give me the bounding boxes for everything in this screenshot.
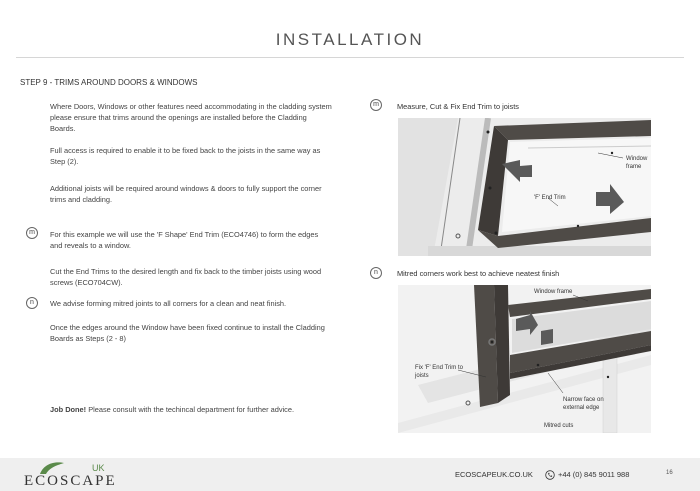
phone-icon	[545, 470, 555, 480]
figure-n-mitre-label: Mitred cuts	[544, 423, 574, 429]
intro-paragraph: Where Doors, Windows or other features need accommodating in the cladding system please ensure that trims around the openings are installed before the Cladding Boards.	[50, 102, 332, 133]
job-done-bold: Job Done!	[50, 405, 87, 414]
figure-m-illustration	[398, 118, 651, 256]
figure-n-illustration	[398, 285, 651, 433]
website-link[interactable]: ECOSCAPEUK.CO.UK	[455, 470, 533, 479]
access-paragraph: Full access is required to enable it to be fixed back to the joists in the same way as Step (2).	[50, 146, 321, 166]
marker-n: n	[26, 297, 38, 309]
mitred-corner-diagram	[398, 285, 651, 433]
figure-n-trim-label: Fix 'F' End Trim to joists	[415, 365, 463, 379]
page-number: 16	[666, 470, 673, 476]
cut-paragraph: Cut the End Trims to the desired length and fix back to the timber joists using wood screws (ECO704CW).	[50, 267, 322, 287]
example-paragraph: For this example we will use the 'F Shape' End Trim (ECO4746) to form the edges and reveals to a window.	[50, 230, 319, 250]
page-title: INSTALLATION	[275, 30, 425, 49]
window-trim-diagram	[398, 118, 651, 256]
joists-paragraph: Additional joists will be required around windows & doors to fully support the corner trims and cladding.	[50, 184, 322, 204]
figure-m-window-label: Window frame	[626, 156, 648, 170]
page-footer	[0, 458, 700, 491]
title-divider	[16, 57, 684, 58]
marker-m: m	[26, 227, 38, 239]
logo-uk: UK	[92, 463, 105, 473]
figure-n-marker: n	[370, 267, 382, 279]
continue-paragraph: Once the edges around the Window have been fixed continue to install the Cladding Boards as Steps (2 - 8)	[50, 323, 325, 343]
figure-m-marker: m	[370, 99, 382, 111]
figure-m-caption: Measure, Cut & Fix End Trim to joists	[397, 102, 519, 111]
figure-n-window-label: Window frame	[534, 289, 573, 295]
job-done-paragraph	[50, 404, 350, 415]
phone-number[interactable]: +44 (0) 845 9011 988	[558, 470, 630, 479]
logo-text: ECOSCAPE	[24, 473, 117, 489]
step-heading: STEP 9 - TRIMS AROUND DOORS & WINDOWS	[20, 78, 198, 87]
mitre-paragraph: We advise forming mitred joints to all corners for a clean and neat finish.	[50, 299, 287, 308]
figure-n-caption: Mitred corners work best to achieve neatest finish	[397, 269, 560, 278]
figure-m-trim-label: 'F' End Trim	[534, 195, 566, 201]
job-done-text: Please consult with the techincal department for further advice.	[86, 405, 295, 414]
figure-n-narrow-label: Narrow face on external edge	[563, 397, 604, 411]
